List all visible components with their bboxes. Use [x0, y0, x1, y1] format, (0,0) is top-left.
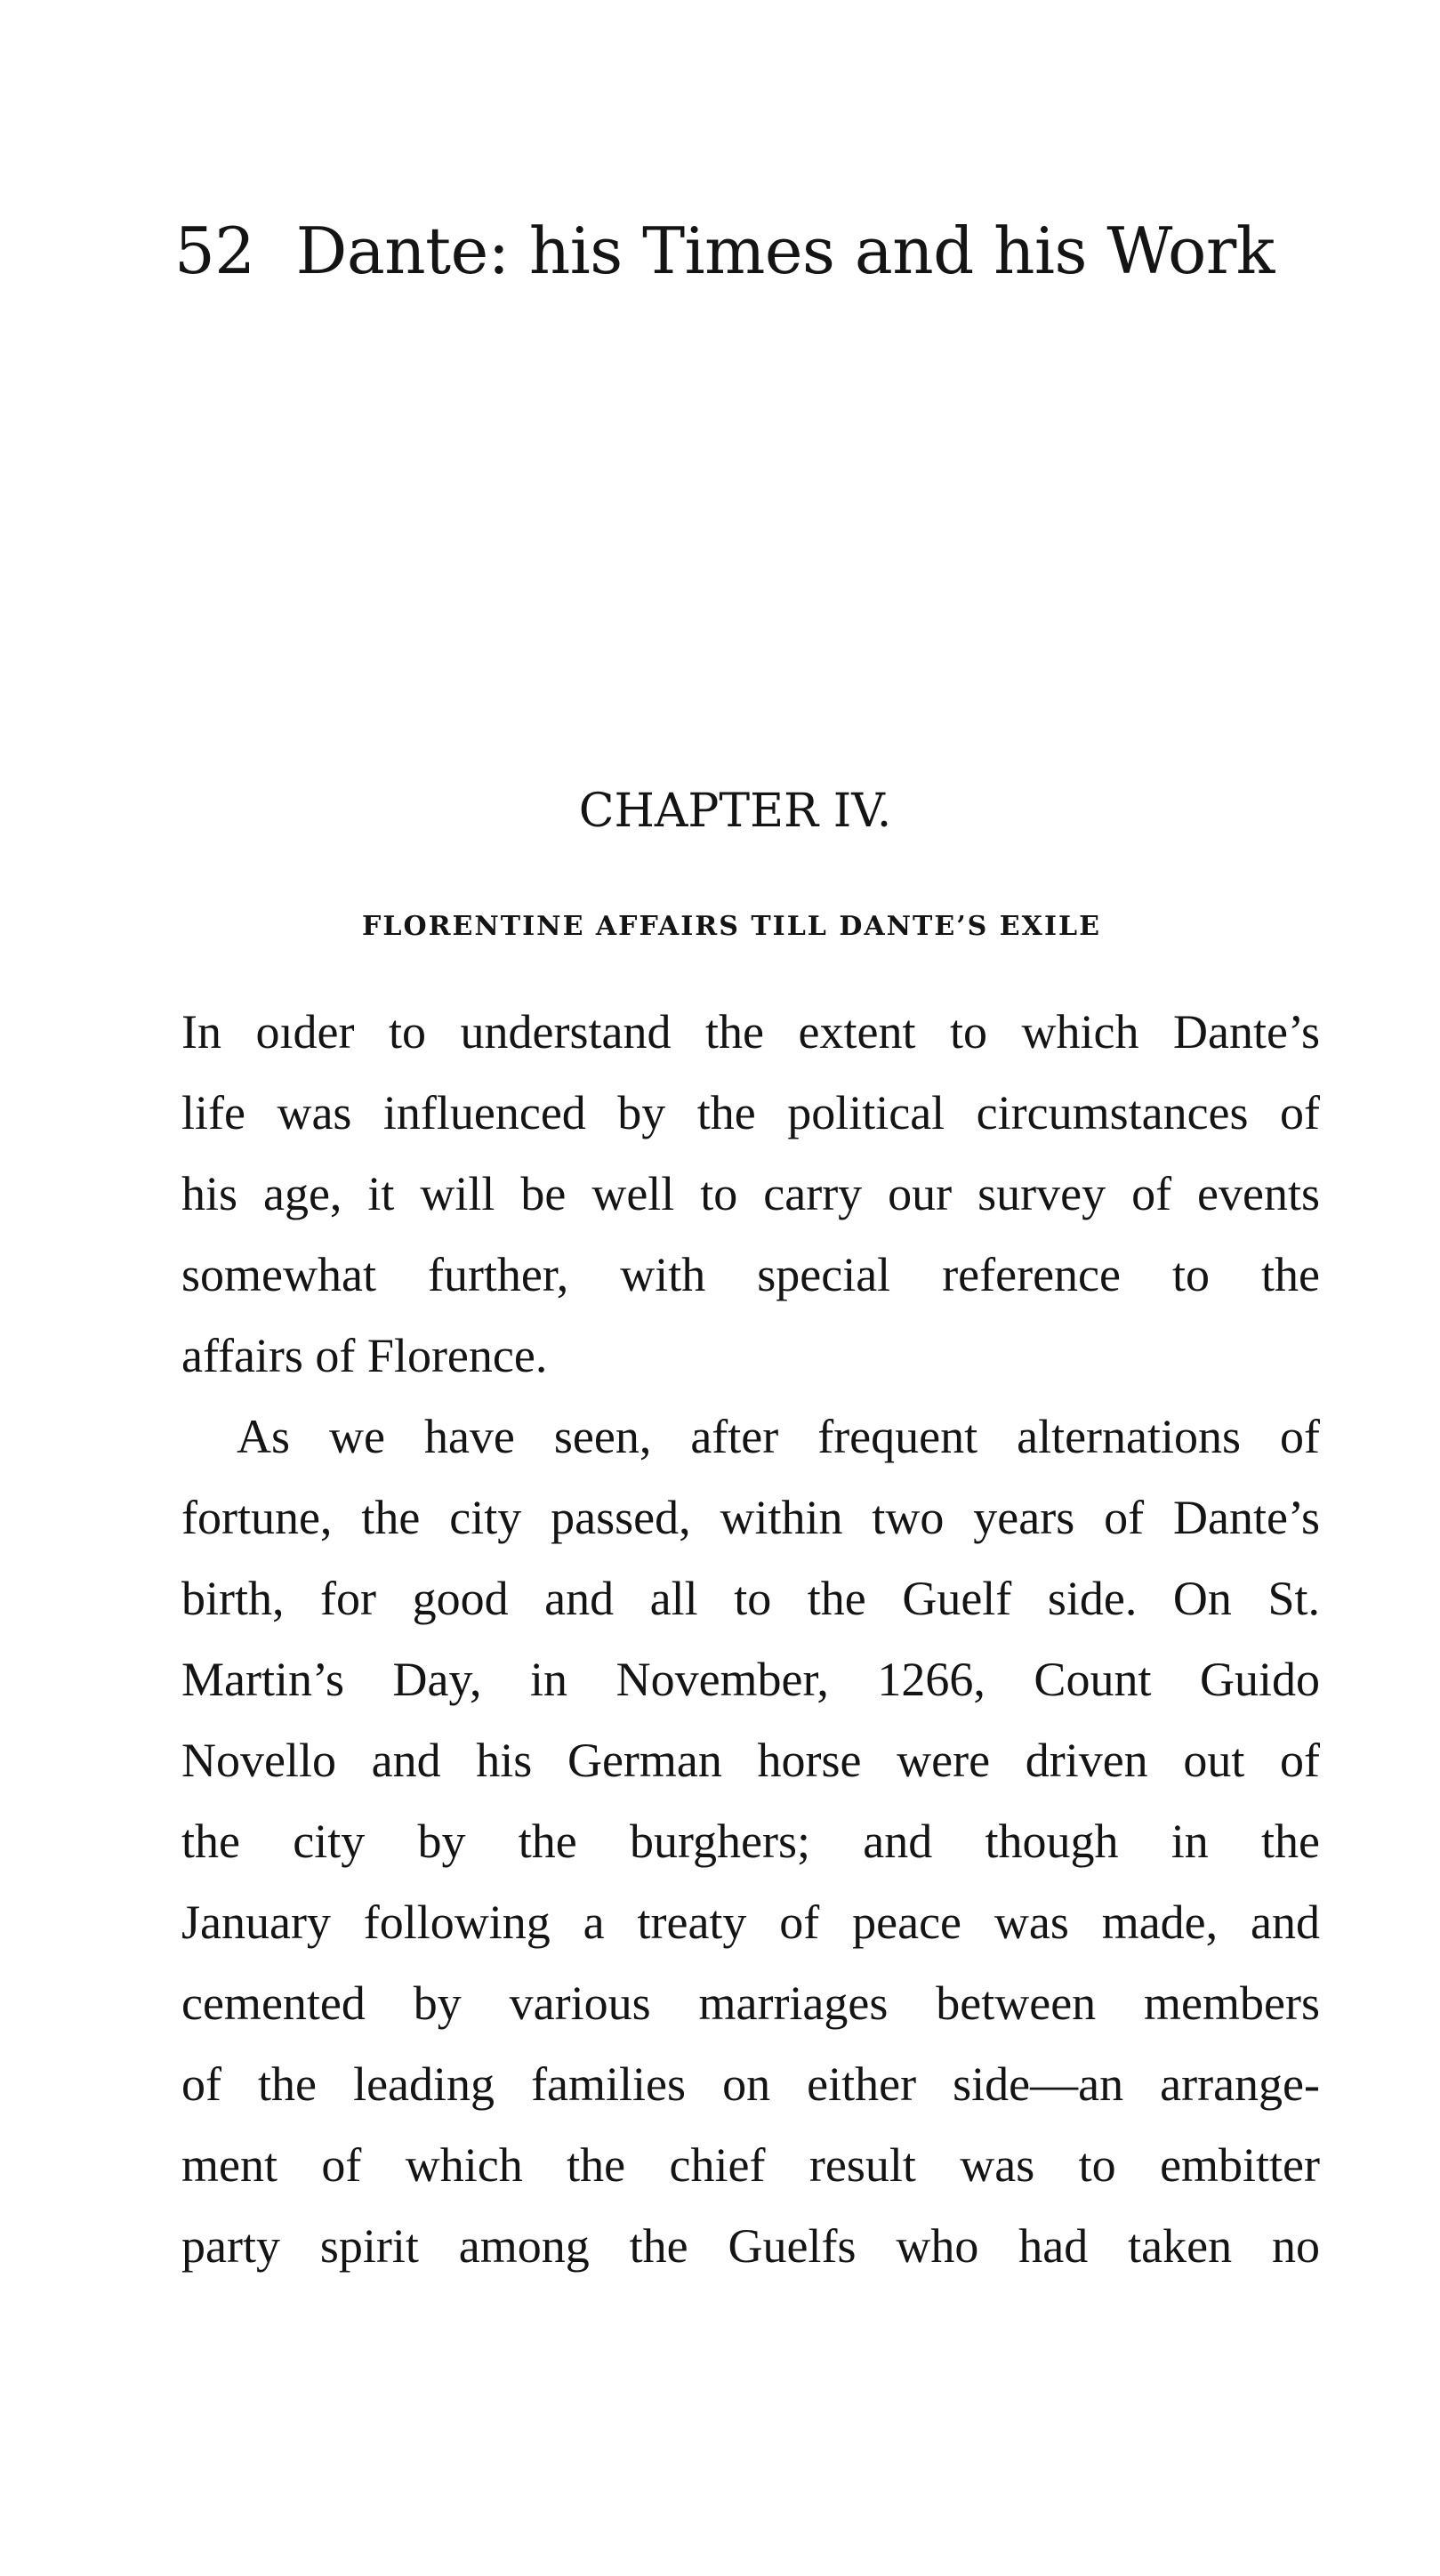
text-line: his age, it will be well to carry our survey of events	[181, 1167, 1320, 1220]
chapter-title: CHAPTER IV.	[578, 785, 892, 838]
text-line: fortune, the city passed, within two years of Dante’s	[181, 1491, 1320, 1544]
text-line: As we have seen, after frequent alternations of	[237, 1410, 1320, 1463]
text-line: In oıder to understand the extent to which Dante’s	[181, 1005, 1320, 1059]
text-line: cemented by various marriages between members	[181, 1976, 1320, 2030]
text-line: Novello and his German horse were driven out of	[181, 1734, 1320, 1787]
text-line: life was influenced by the political circumstances of	[181, 1086, 1320, 1139]
page-number: 52	[174, 213, 255, 288]
text-line: affairs of Florence.	[181, 1329, 548, 1382]
text-line: of the leading families on either side—an arrange-	[181, 2057, 1320, 2111]
text-line: January following a treaty of peace was made, and	[181, 1896, 1320, 1949]
text-line: party spirit among the Guelfs who had taken no	[181, 2219, 1320, 2273]
text-line: birth, for good and all to the Guelf side. On St.	[181, 1572, 1320, 1625]
book-title: Dante: his Times and his Work	[295, 213, 1275, 288]
text-line: somewhat further, with special reference to the	[181, 1248, 1320, 1301]
text-line: ment of which the chief result was to embitter	[181, 2138, 1320, 2192]
text-line: Martin’s Day, in November, 1266, Count Guido	[181, 1653, 1320, 1706]
chapter-subtitle: FLORENTINE AFFAIRS TILL DANTE’S EXILE	[362, 911, 1101, 942]
text-line: the city by the burghers; and though in the	[181, 1815, 1320, 1868]
body-text	[181, 992, 1320, 2287]
running-head	[174, 206, 1275, 295]
